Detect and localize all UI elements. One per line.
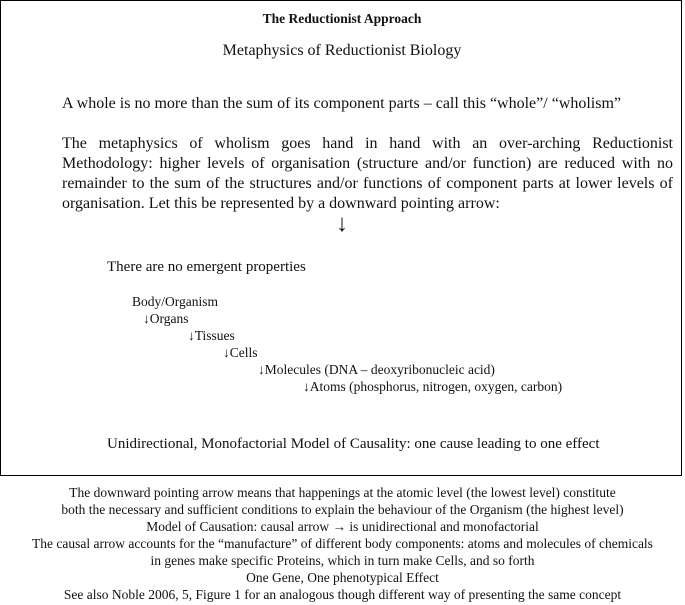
figure-caption <box>0 484 685 603</box>
hierarchy-level-cells: ↓Cells <box>223 345 258 360</box>
caption-line: The causal arrow accounts for the “manufacture” of different body components: atoms and molecules of chemicals <box>32 536 653 551</box>
caption-line: One Gene, One phenotypical Effect <box>246 570 439 585</box>
caption-line: See also Noble 2006, 5, Figure 1 for an analogous though different way of presenting the same concept <box>63 587 622 602</box>
figure-subtitle: Metaphysics of Reductionist Biology <box>222 42 462 59</box>
figure-title: The Reductionist Approach <box>262 11 422 26</box>
hierarchy-level-organism: Body/Organism <box>132 294 219 309</box>
causality-statement: Unidirectional, Monofactorial Model of Causality: one cause leading to one effect <box>107 436 600 452</box>
no-emergent-properties: There are no emergent properties <box>107 259 306 275</box>
hierarchy-level-atoms: ↓Atoms (phosphorus, nitrogen, oxygen, carbon) <box>303 379 563 394</box>
hierarchy-level-molecules: ↓Molecules (DNA – deoxyribonucleic acid) <box>258 362 495 377</box>
caption-line: The downward pointing arrow means that happenings at the atomic level (the lowest level) constitute <box>69 485 616 500</box>
caption-line: in genes make specific Proteins, which in turn make Cells, and so forth <box>150 553 535 568</box>
hierarchy-level-tissues: ↓Tissues <box>188 328 235 343</box>
downward-arrow-icon: ↓ <box>336 211 348 237</box>
caption-line: Model of Causation: causal arrow → is unidirectional and monofactorial <box>146 519 539 534</box>
hierarchy-level-organs: ↓Organs <box>143 311 189 326</box>
wholism-statement: A whole is no more than the sum of its component parts – call this “whole”/ “wholism” <box>62 95 622 112</box>
methodology-paragraph: The metaphysics of wholism goes hand in hand with an over-arching Reductionist Methodology: higher levels of organisation (structure and/or function) are reduced with no remainder to the sum of the structures and/or functions of component parts at lower levels of organisation. Let this be represented by a downward pointing arrow: <box>62 135 673 212</box>
caption-line: both the necessary and sufficient conditions to explain the behaviour of the Organism (the highest level) <box>61 502 624 517</box>
